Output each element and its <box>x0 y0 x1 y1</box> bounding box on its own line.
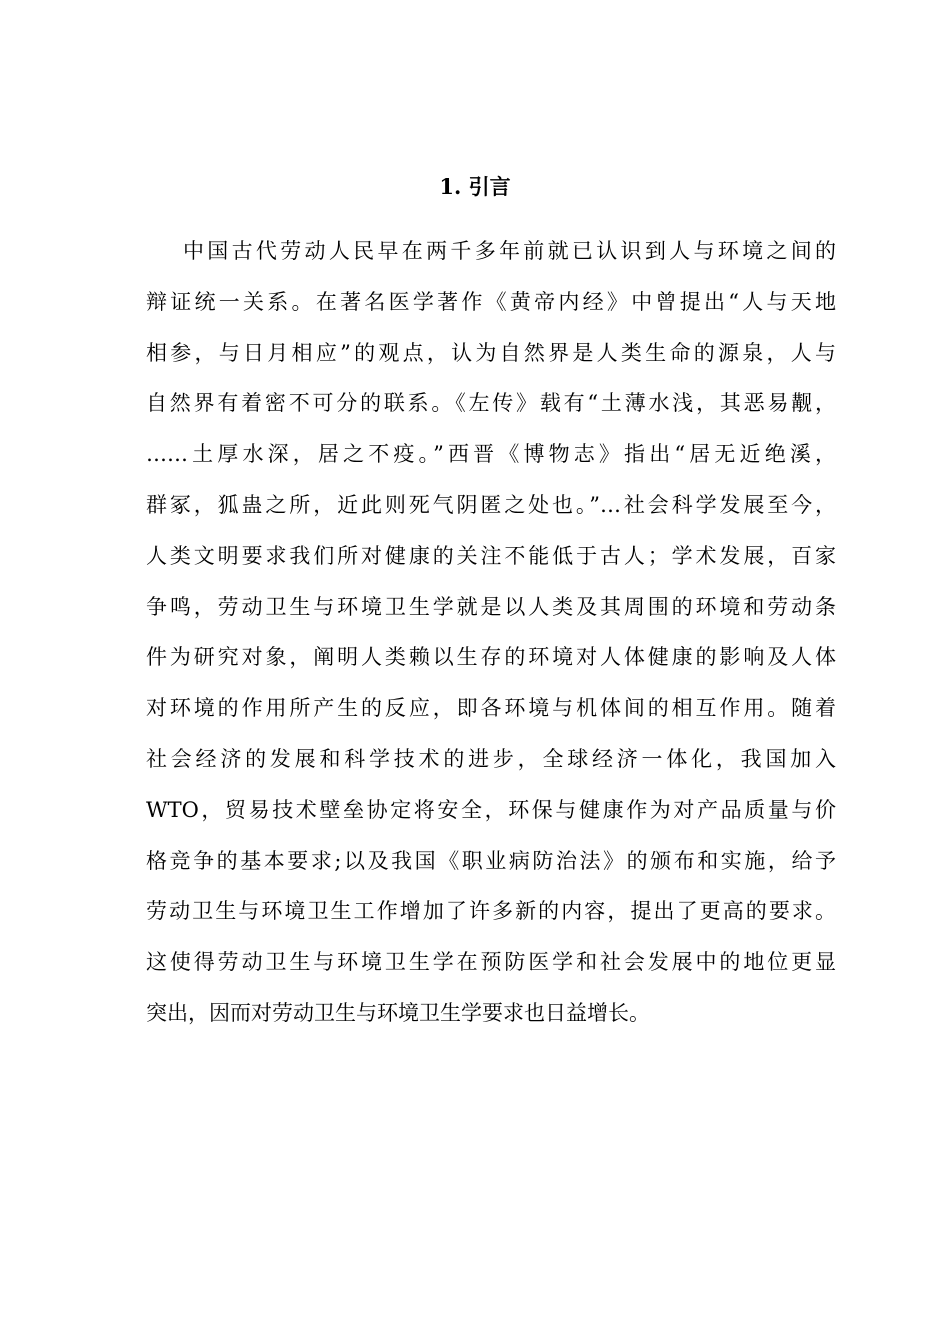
paragraph-line: 自然界有着密不可分的联系。《左传》载有“土薄水浅，其恶易觏， <box>146 391 836 416</box>
paragraph-line: 群冢，狐蛊之所，近此则死气阴匿之处也。”…社会科学发展至今， <box>146 492 836 517</box>
paragraph-line: ……土厚水深，居之不疫。”西晋《博物志》指出“居无近绝溪， <box>146 442 836 467</box>
paragraph-line: 劳动卫生与环境卫生工作增加了许多新的内容，提出了更高的要求。 <box>146 899 836 924</box>
paragraph-line: 对环境的作用所产生的反应，即各环境与机体间的相互作用。随着 <box>146 696 836 721</box>
paragraph-line: 中国古代劳动人民早在两千多年前就已认识到人与环境之间的 <box>183 239 836 263</box>
paragraph-line: 这使得劳动卫生与环境卫生学在预防医学和社会发展中的地位更显 <box>146 950 836 975</box>
paragraph-line: 突出，因而对劳动卫生与环境卫生学要求也日益增长。 <box>146 1000 650 1025</box>
intro-paragraph <box>146 234 836 1047</box>
paragraph-line: 社会经济的发展和科学技术的进步，全球经济一体化，我国加入 <box>146 746 836 771</box>
paragraph-line: 格竞争的基本要求;以及我国《职业病防治法》的颁布和实施，给予 <box>146 848 836 873</box>
paragraph-line: WTO，贸易技术壁垒协定将安全，环保与健康作为对产品质量与价 <box>146 797 836 822</box>
section-heading: 1. 引言 <box>439 174 511 199</box>
paragraph-line: 件为研究对象，阐明人类赖以生存的环境对人体健康的影响及人体 <box>146 645 836 670</box>
paragraph-line: 辩证统一关系。在著名医学著作《黄帝内经》中曾提出“人与天地 <box>146 289 836 314</box>
paragraph-line: 争鸣，劳动卫生与环境卫生学就是以人类及其周围的环境和劳动条 <box>146 594 836 619</box>
paragraph-line: 人类文明要求我们所对健康的关注不能低于古人；学术发展，百家 <box>146 543 836 568</box>
paragraph-line: 相参，与日月相应”的观点，认为自然界是人类生命的源泉，人与 <box>146 340 836 365</box>
